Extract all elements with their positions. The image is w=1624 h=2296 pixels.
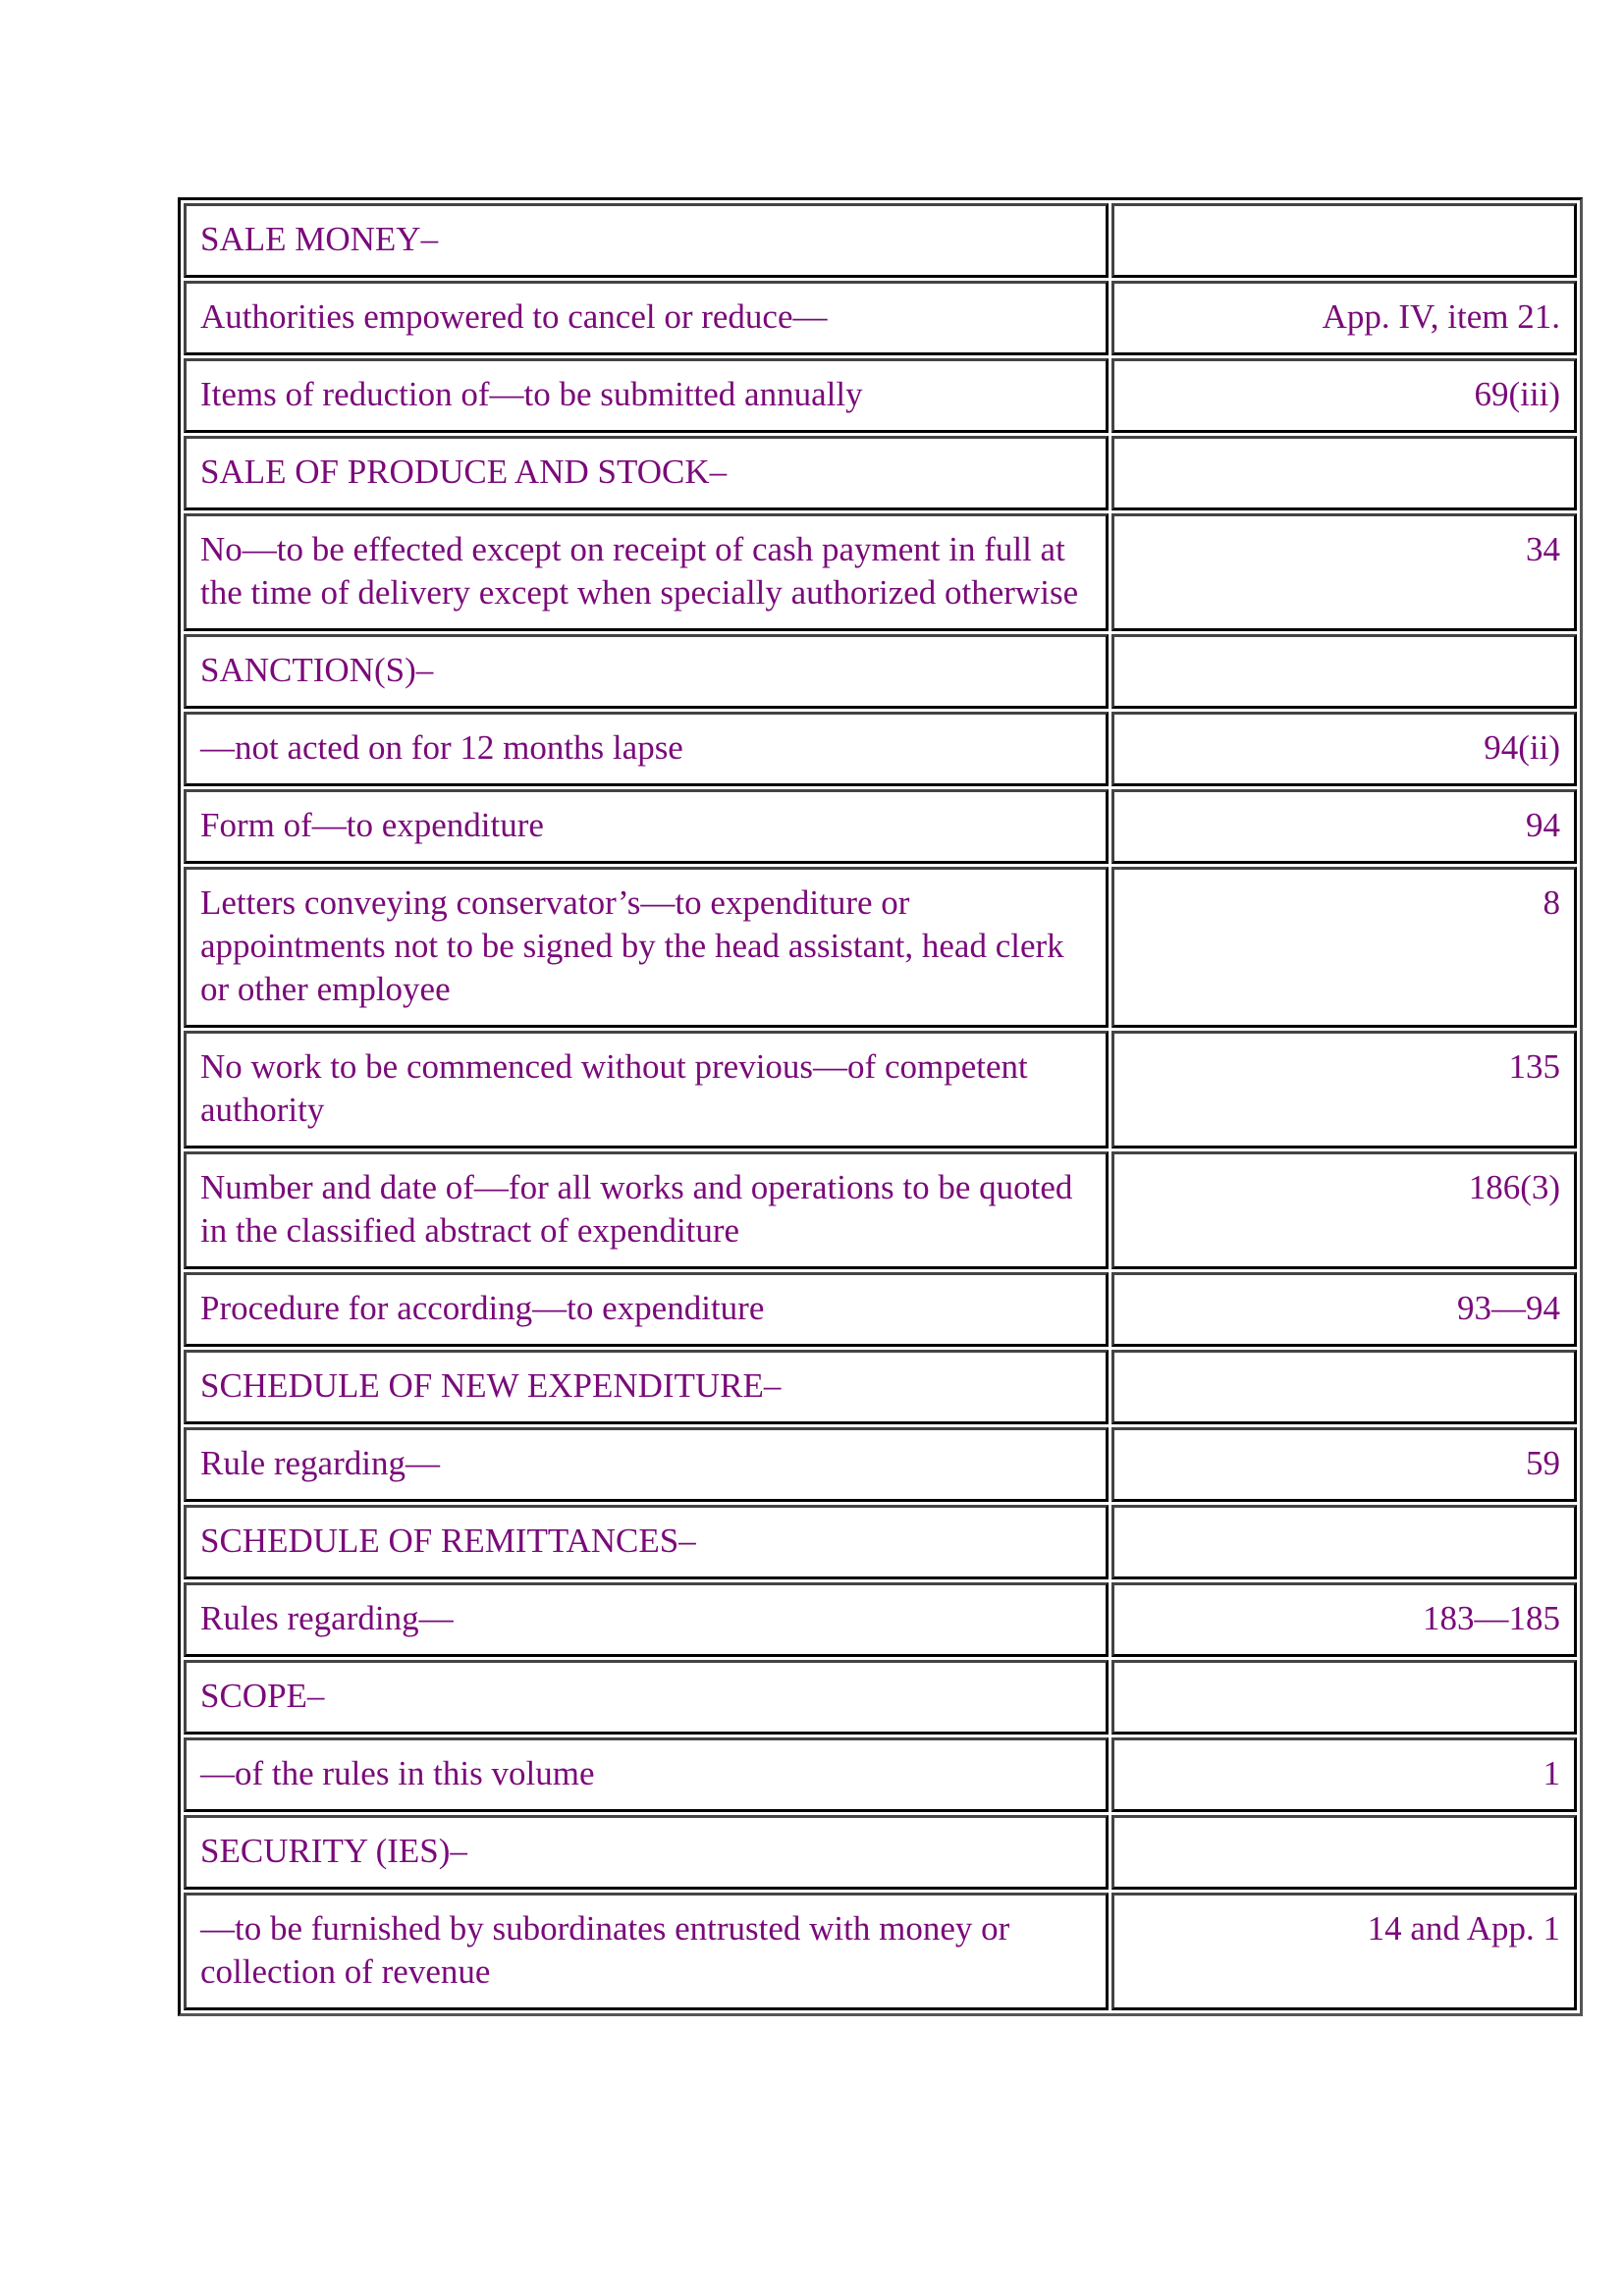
table-row [184,1031,1577,1148]
index-reference [1111,1505,1577,1579]
index-reference: 135 [1111,1031,1577,1148]
table-row [184,1505,1577,1579]
table-row [184,1660,1577,1735]
index-term: No work to be commenced without previous—of competent authority [184,1031,1109,1148]
index-term: Letters conveying conservator’s—to expenditure or appointments not to be signed by the head assistant, head clerk or other employee [184,867,1109,1028]
index-reference [1111,203,1577,278]
index-reference: 94(ii) [1111,712,1577,786]
table-row [184,1272,1577,1347]
index-table-body [184,203,1577,2010]
table-row [184,203,1577,278]
index-reference: 94 [1111,789,1577,864]
index-term: SCOPE– [184,1660,1109,1735]
index-table [178,197,1583,2016]
index-reference [1111,1660,1577,1735]
table-row [184,513,1577,631]
table-row [184,1151,1577,1269]
index-term: —to be furnished by subordinates entrusted with money or collection of revenue [184,1893,1109,2010]
index-reference: 14 and App. 1 [1111,1893,1577,2010]
index-term: Form of—to expenditure [184,789,1109,864]
table-row [184,358,1577,433]
table-row [184,712,1577,786]
table-row [184,1582,1577,1657]
table-row [184,281,1577,355]
index-reference [1111,1350,1577,1424]
index-reference: 93—94 [1111,1272,1577,1347]
index-term: SECURITY (IES)– [184,1815,1109,1890]
index-term: Number and date of—for all works and operations to be quoted in the classified abstract of expenditure [184,1151,1109,1269]
table-row [184,789,1577,864]
index-term: Authorities empowered to cancel or reduce— [184,281,1109,355]
index-term: —not acted on for 12 months lapse [184,712,1109,786]
table-row [184,634,1577,709]
table-row [184,1815,1577,1890]
table-row [184,867,1577,1028]
index-reference: 69(iii) [1111,358,1577,433]
index-reference: 59 [1111,1427,1577,1502]
index-term: Procedure for according—to expenditure [184,1272,1109,1347]
index-reference: App. IV, item 21. [1111,281,1577,355]
index-reference [1111,1815,1577,1890]
table-row [184,436,1577,510]
index-term: SCHEDULE OF NEW EXPENDITURE– [184,1350,1109,1424]
index-term: SALE OF PRODUCE AND STOCK– [184,436,1109,510]
index-reference: 183—185 [1111,1582,1577,1657]
index-term: Rule regarding— [184,1427,1109,1502]
index-term: —of the rules in this volume [184,1737,1109,1812]
index-term: Items of reduction of—to be submitted annually [184,358,1109,433]
index-term: SALE MONEY– [184,203,1109,278]
table-row [184,1893,1577,2010]
index-reference: 1 [1111,1737,1577,1812]
index-reference [1111,436,1577,510]
table-row [184,1427,1577,1502]
table-row [184,1737,1577,1812]
index-reference: 34 [1111,513,1577,631]
index-reference: 186(3) [1111,1151,1577,1269]
index-reference [1111,634,1577,709]
index-term: No—to be effected except on receipt of cash payment in full at the time of delivery except when specially authorized otherwise [184,513,1109,631]
table-row [184,1350,1577,1424]
index-term: SCHEDULE OF REMITTANCES– [184,1505,1109,1579]
index-reference: 8 [1111,867,1577,1028]
index-term: SANCTION(S)– [184,634,1109,709]
index-term: Rules regarding— [184,1582,1109,1657]
